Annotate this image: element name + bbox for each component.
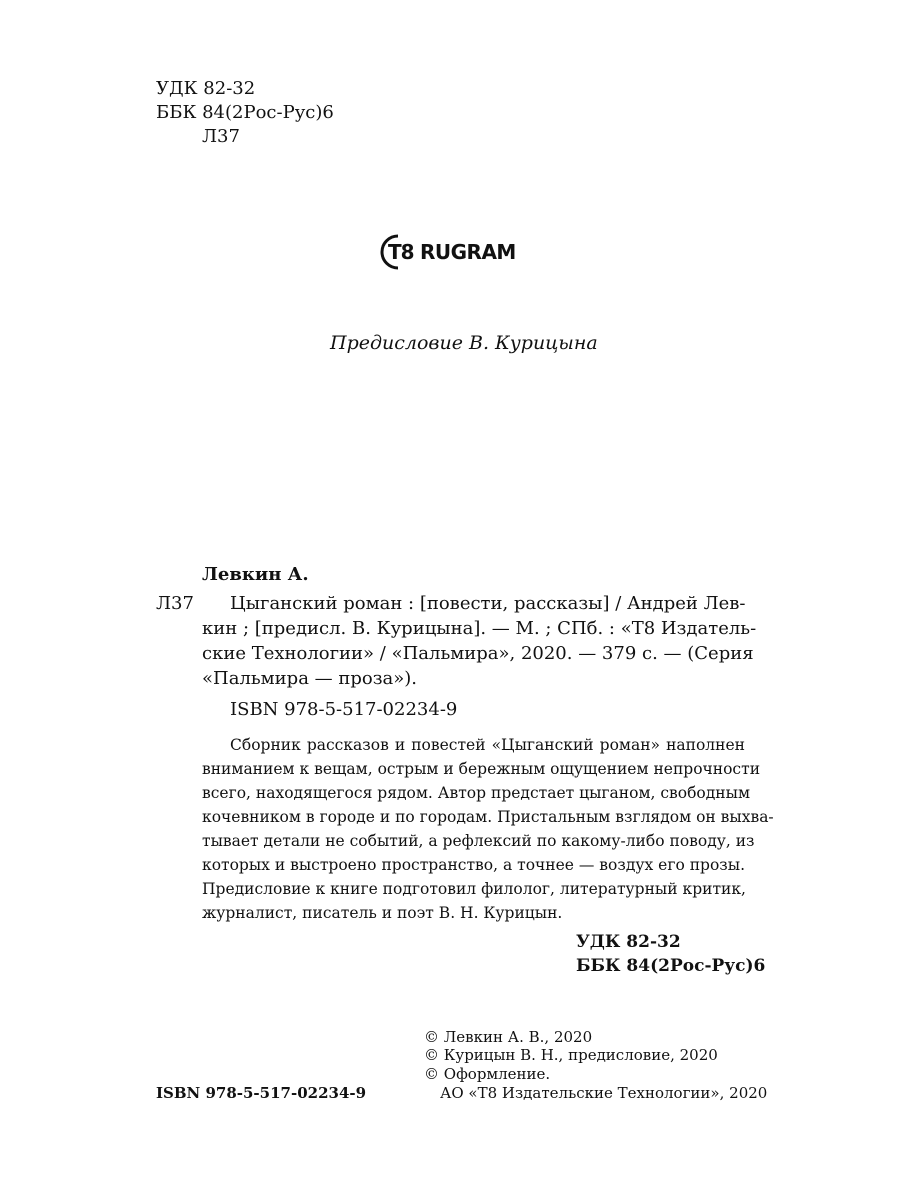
- udk-code-top: УДК 82-32: [156, 78, 256, 99]
- bbk-code-bottom: ББК 84(2Рос-Рус)6: [576, 956, 766, 976]
- isbn-bottom: ISBN 978-5-517-02234-9: [156, 1084, 367, 1102]
- publisher-logo: [378, 232, 516, 272]
- bib-line-3: ские Технологии» / «Пальмира», 2020. — 379 с. — (Серия: [202, 643, 754, 664]
- annotation-line: тывает детали не событий, а рефлексий по какому-либо поводу, из: [202, 832, 755, 850]
- annotation-line: журналист, писатель и поэт В. Н. Курицын.: [202, 904, 563, 922]
- logo-t8-text: T8: [388, 240, 414, 264]
- bbk-code-top: ББК 84(2Рос-Рус)6: [156, 102, 334, 123]
- copyright-line: АО «Т8 Издательские Технологии», 2020: [440, 1084, 768, 1102]
- copyright-line: © Левкин А. В., 2020: [424, 1028, 593, 1046]
- author-mark-top: Л37: [202, 126, 240, 147]
- t8-logo-mark: [378, 233, 420, 271]
- copyright-line: © Оформление.: [424, 1065, 551, 1083]
- annotation-line: всего, находящегося рядом. Автор предстает цыганом, свободным: [202, 784, 751, 802]
- logo-wordmark: RUGRAM: [420, 240, 516, 264]
- bib-author-code: Л37: [156, 593, 194, 614]
- author-heading: Левкин А.: [202, 564, 309, 585]
- annotation-line: которых и выстроено пространство, а точнее — воздух его прозы.: [202, 856, 745, 874]
- preface-credit: Предисловие В. Курицына: [330, 332, 598, 354]
- bib-line-4: «Пальмира — проза»).: [202, 668, 418, 689]
- annotation-line: вниманием к вещам, острым и бережным ощущением непрочности: [202, 760, 761, 778]
- annotation-line: Предисловие к книге подготовил филолог, литературный критик,: [202, 880, 746, 898]
- bib-isbn: ISBN 978-5-517-02234-9: [230, 699, 458, 720]
- annotation-line: Сборник рассказов и повестей «Цыганский роман» наполнен: [230, 736, 745, 754]
- udk-code-bottom: УДК 82-32: [576, 932, 681, 952]
- bib-line-2: кин ; [предисл. В. Курицына]. — М. ; СПб. : «Т8 Издатель-: [202, 618, 757, 639]
- annotation-line: кочевником в городе и по городам. Пристальным взглядом он выхва-: [202, 808, 774, 826]
- bib-line-1: Цыганский роман : [повести, рассказы] / Андрей Лев-: [230, 593, 746, 614]
- copyright-line: © Курицын В. Н., предисловие, 2020: [424, 1046, 718, 1064]
